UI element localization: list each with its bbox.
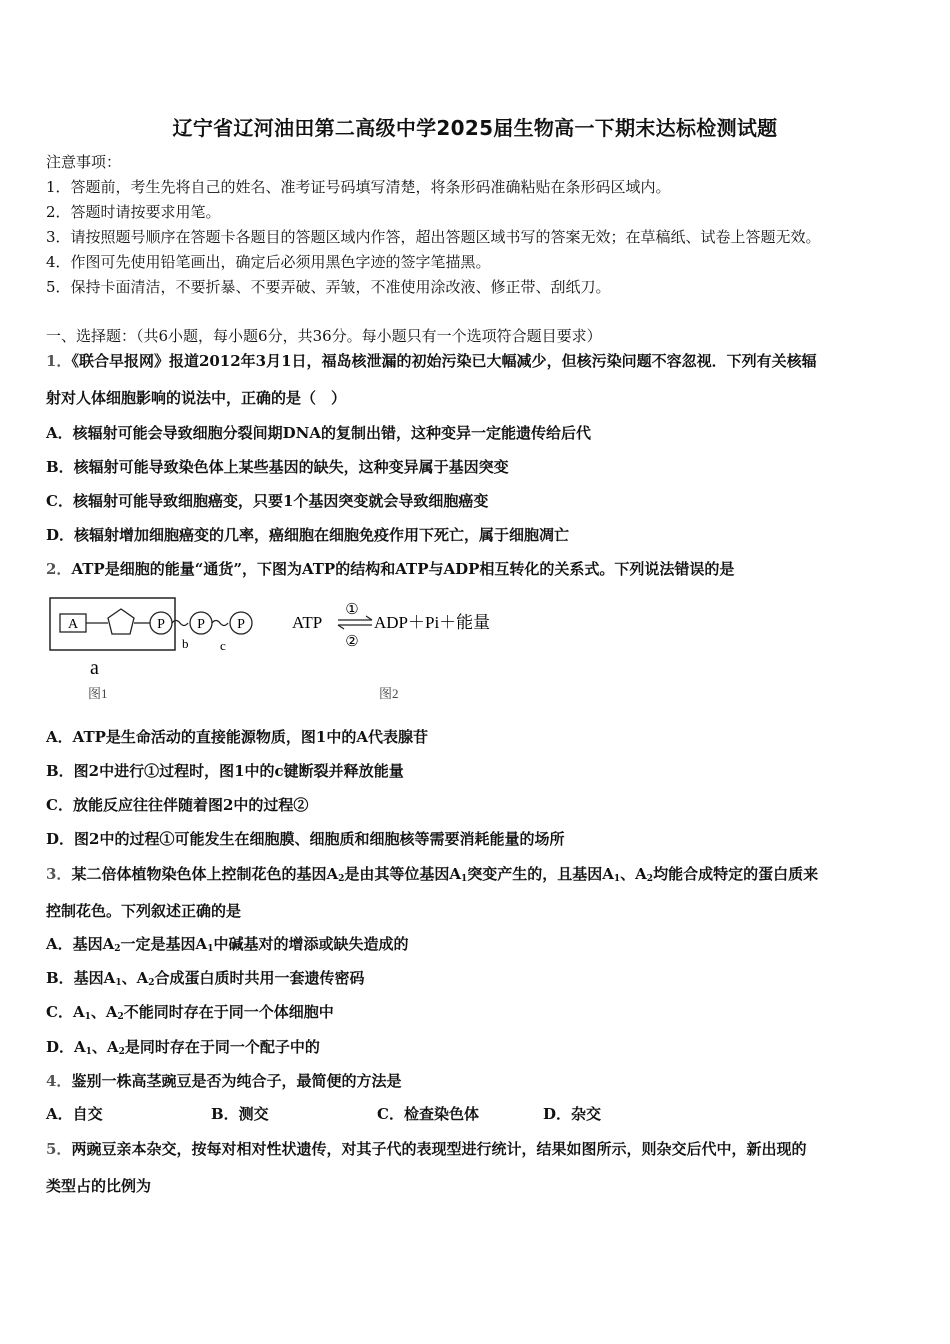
svg-text:P: P	[237, 617, 245, 632]
page-title: 辽宁省辽河油田第二高级中学2025届生物高一下期末达标检测试题	[172, 116, 778, 140]
process-1-label: ①	[345, 602, 359, 618]
question-2-option-c: C．放能反应往往伴随着图2中的过程②	[46, 796, 309, 814]
notice-item-4: 4．作图可先使用铅笔画出，确定后必须用黑色字迹的签字笔描黑。	[46, 253, 491, 271]
label-a: a	[90, 657, 99, 679]
question-2-option-b: B．图2中进行①过程时，图1中的c键断裂并释放能量	[46, 762, 404, 780]
question-3-stem: 3．某二倍体植物染色体上控制花色的基因$A_2$是由其等位基因$A_1$突变产生的，且基因$A_1$、$A_2$均能合成特定的蛋白质来	[46, 865, 819, 884]
question-4-option-c: C．检查染色体	[377, 1105, 479, 1123]
question-4-option-a: A．自交	[46, 1105, 103, 1123]
ribose-pentagon	[108, 609, 134, 634]
question-3-option-b: B．基因$A_1$、$A_2$合成蛋白质时共用一套遗传密码	[46, 969, 365, 988]
label-c: c	[220, 638, 226, 653]
question-number: 5．	[46, 1140, 72, 1158]
question-1-stem-cont: 射对人体细胞影响的说法中，正确的是（ ）	[46, 389, 347, 407]
svg-text:P: P	[157, 617, 165, 632]
label-b: b	[182, 636, 189, 651]
atp-figures	[46, 592, 526, 707]
question-3-option-a: A．基因$A_2$一定是基因$A_1$中碱基对的增添或缺失造成的	[46, 935, 409, 954]
question-5-stem-cont: 类型占的比例为	[46, 1177, 152, 1195]
question-5-stem: 5．两豌豆亲本杂交，按每对相对性状遗传，对其子代的表现型进行统计，结果如图所示，则杂交后代中，新出现的	[46, 1140, 807, 1158]
question-1-stem: 1．《联合早报网》报道2012年3月1日，福岛核泄漏的初始污染已大幅减少，但核污染问题不容忽视．下列有关核辐	[46, 352, 817, 370]
question-2-option-a: A．ATP是生命活动的直接能源物质，图1中的A代表腺苷	[46, 728, 428, 746]
svg-text:P: P	[197, 617, 205, 632]
question-1-option-d: D．核辐射增加细胞癌变的几率，癌细胞在细胞免疫作用下死亡，属于细胞凋亡	[46, 526, 570, 544]
adp-pi-energy-label: ADP＋Pi＋能量	[374, 613, 491, 632]
question-3-stem-cont: 控制花色。下列叙述正确的是	[46, 902, 242, 920]
notice-item-5: 5．保持卡面清洁，不要折暴、不要弄破、弄皱，不准使用涂改液、修正带、刮纸刀。	[46, 278, 611, 296]
adenine-label: A	[67, 617, 79, 632]
question-number: 2．	[46, 560, 72, 578]
question-number: 4．	[46, 1072, 72, 1090]
notice-item-1: 1．答题前，考生先将自己的姓名、准考证号码填写清楚，将条形码准确粘贴在条形码区域内。	[46, 178, 671, 196]
notice-item-3: 3．请按照题号顺序在答题卡各题目的答题区域内作答，超出答题区域书写的答案无效；在草稿纸、试卷上答题无效。	[46, 228, 821, 246]
question-1-option-c: C．核辐射可能导致细胞癌变，只要1个基因突变就会导致细胞癌变	[46, 492, 489, 510]
question-1-option-a: A．核辐射可能会导致细胞分裂间期DNA的复制出错，这种变异一定能遗传给后代	[46, 424, 591, 442]
question-2-option-d: D．图2中的过程①可能发生在细胞膜、细胞质和细胞核等需要消耗能量的场所	[46, 830, 565, 848]
figure-2-caption: 图2	[379, 686, 399, 701]
question-3-option-d: D．$A_1$、$A_2$是同时存在于同一个配子中的	[46, 1038, 320, 1057]
question-2-stem: 2．ATP是细胞的能量“通货”，下图为ATP的结构和ATP与ADP相互转化的关系式。下列说法错误的是	[46, 560, 735, 578]
process-2-label: ②	[345, 634, 359, 650]
question-4-stem: 4．鉴别一株高茎豌豆是否为纯合子，最简便的方法是	[46, 1072, 402, 1090]
figure-1-caption: 图1	[88, 686, 108, 701]
notice-heading: 注意事项：	[46, 153, 122, 171]
section-heading: 一、选择题：（共6小题，每小题6分，共36分。每小题只有一个选项符合题目要求）	[46, 327, 602, 345]
atp-label: ATP	[292, 613, 323, 632]
question-4-option-d: D．杂交	[543, 1105, 602, 1123]
question-4-option-b: B．测交	[211, 1105, 269, 1123]
bond-c	[212, 621, 228, 626]
question-number: 1．	[46, 352, 72, 370]
question-number: 3．	[46, 865, 72, 883]
question-3-option-c: C．$A_1$、$A_2$不能同时存在于同一个体细胞中	[46, 1003, 334, 1022]
question-1-option-b: B．核辐射可能导致染色体上某些基因的缺失，这种变异属于基因突变	[46, 458, 509, 476]
notice-item-2: 2．答题时请按要求用笔。	[46, 203, 221, 221]
